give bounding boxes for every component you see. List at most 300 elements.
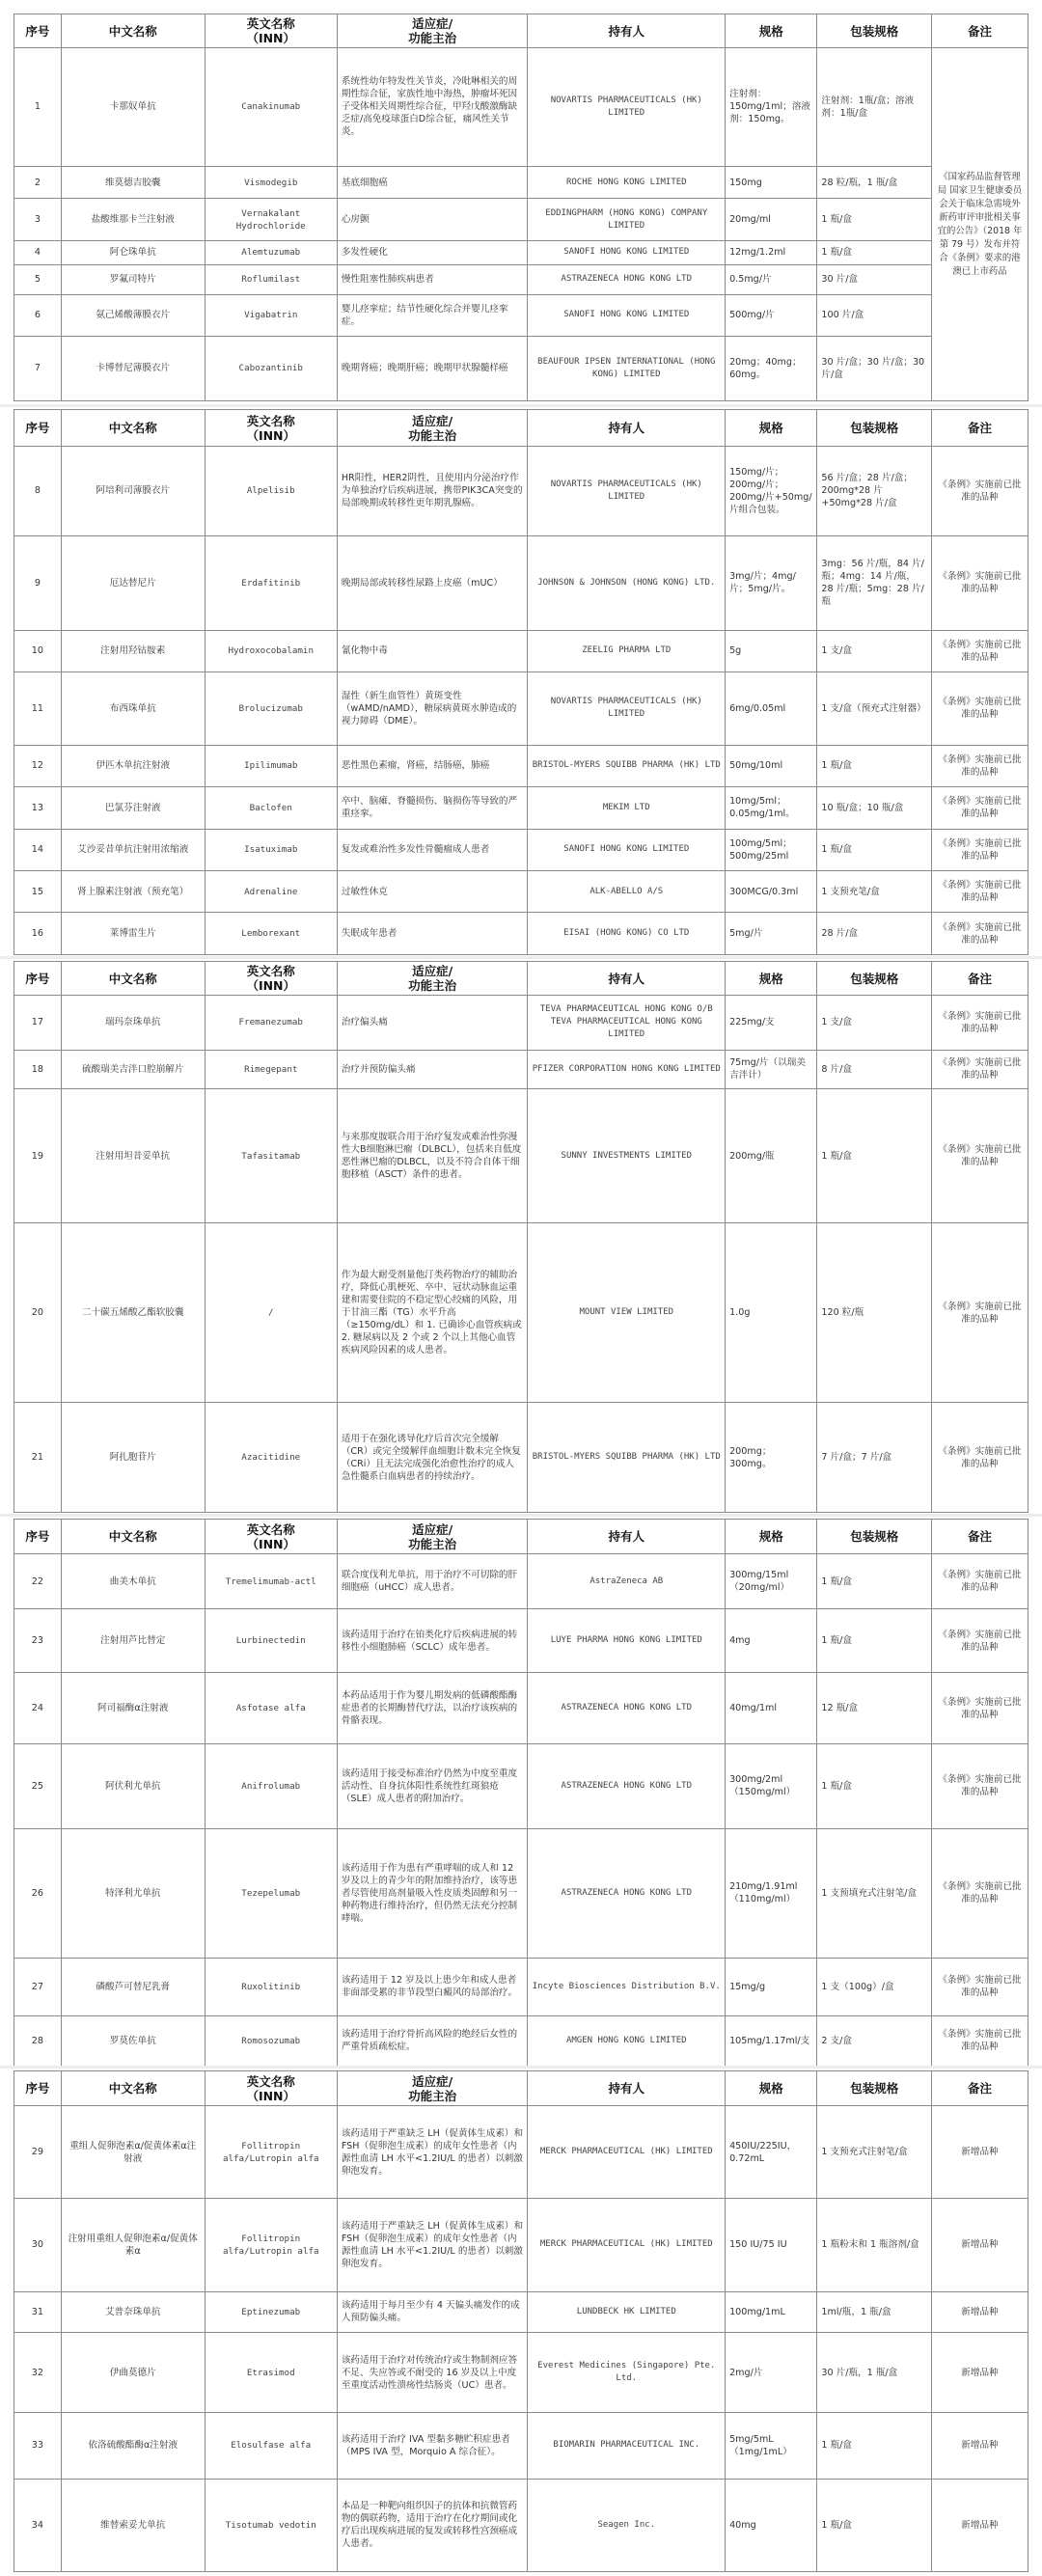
- holder-cell: BRISTOL-MYERS SQUIBB PHARMA (HK) LTD: [528, 1403, 726, 1513]
- ind-cell: 失眠成年患者: [337, 913, 528, 955]
- inn-cell: Alemtuzumab: [205, 240, 337, 264]
- seq-cell: 16: [14, 913, 62, 955]
- inn-cell: Follitropin alfa/Lutropin alfa: [205, 2106, 337, 2199]
- ind-cell: 氰化物中毒: [337, 630, 528, 671]
- drug-table-4: [14, 1519, 1028, 2067]
- seq-cell: 12: [14, 745, 62, 786]
- holder-cell: BIOMARIN PHARMACEUTICAL INC.: [528, 2412, 726, 2479]
- pack-cell: 30 片/盒: [817, 264, 932, 294]
- holder-cell: TEVA PHARMACEUTICAL HONG KONG O/B TEVA PHARMACEUTICAL HONG KONG LIMITED: [528, 996, 726, 1051]
- header-inn: 英文名称 （INN）: [205, 2071, 337, 2106]
- table-row: [14, 787, 1028, 829]
- seq-cell: 27: [14, 1958, 62, 2015]
- header-row: [14, 962, 1028, 996]
- seq-cell: 7: [14, 336, 62, 400]
- spec-cell: 150mg/片；200mg/片；200mg/片+50mg/片组合包装。: [726, 447, 817, 536]
- ind-cell: 本药品适用于作为婴儿期发病的低磷酸酯酶症患者的长期酶替代疗法，以治疗该疾病的骨骼表现。: [337, 1673, 528, 1744]
- holder-cell: LUYE PHARMA HONG KONG LIMITED: [528, 1609, 726, 1673]
- inn-cell: Eptinezumab: [205, 2291, 337, 2333]
- seq-cell: 4: [14, 240, 62, 264]
- spec-cell: 105mg/1.17ml/支: [726, 2015, 817, 2066]
- pack-cell: 28 片/盒: [817, 913, 932, 955]
- header-remark: 备注: [931, 962, 1028, 996]
- inn-cell: Tafasitamab: [205, 1088, 337, 1222]
- ind-cell: 基底细胞癌: [337, 166, 528, 199]
- inn-cell: Isatuximab: [205, 829, 337, 870]
- cn-cell: 维替索妥尤单抗: [61, 2479, 205, 2571]
- remark-cell: 《条例》实施前已批准的品种: [931, 745, 1028, 786]
- spec-cell: 15mg/g: [726, 1958, 817, 2015]
- pack-cell: 7 片/盒；7 片/盒: [817, 1403, 932, 1513]
- cn-cell: 注射用坦昔妥单抗: [61, 1088, 205, 1222]
- inn-cell: Brolucizumab: [205, 672, 337, 746]
- pack-cell: 1 瓶/盒: [817, 199, 932, 240]
- header-ind: 适应症/ 功能主治: [337, 2071, 528, 2106]
- cn-cell: 盐酸维那卡兰注射液: [61, 199, 205, 240]
- holder-cell: ASTRAZENECA HONG KONG LTD: [528, 264, 726, 294]
- drug-table-3: [14, 961, 1028, 1513]
- cn-cell: 罗莫佐单抗: [61, 2015, 205, 2066]
- pack-cell: 1 支/盒（预充式注射器）: [817, 672, 932, 746]
- pack-cell: 56 片/盒；28 片/盒；200mg*28 片+50mg*28 片/盒: [817, 447, 932, 536]
- ind-cell: HR阳性，HER2阴性，且使用内分泌治疗作为单独治疗后疾病进展，携带PIK3CA突变的局部晚期或转移性更年期乳腺癌。: [337, 447, 528, 536]
- inn-cell: Fremanezumab: [205, 996, 337, 1051]
- remark-cell: 新增品种: [931, 2479, 1028, 2571]
- header-ind: 适应症/ 功能主治: [337, 962, 528, 996]
- seq-cell: 21: [14, 1403, 62, 1513]
- inn-cell: Azacitidine: [205, 1403, 337, 1513]
- seq-cell: 30: [14, 2199, 62, 2291]
- spec-cell: 300mg/15ml（20mg/ml）: [726, 1554, 817, 1609]
- holder-cell: Seagen Inc.: [528, 2479, 726, 2571]
- header-row: [14, 14, 1028, 48]
- table-row: [14, 447, 1028, 536]
- header-remark: 备注: [931, 14, 1028, 48]
- cn-cell: 厄达替尼片: [61, 535, 205, 630]
- holder-cell: ASTRAZENECA HONG KONG LTD: [528, 1828, 726, 1958]
- inn-cell: Etrasimod: [205, 2333, 337, 2413]
- holder-cell: NOVARTIS PHARMACEUTICALS (HK) LIMITED: [528, 672, 726, 746]
- cn-cell: 卡博替尼薄膜衣片: [61, 336, 205, 400]
- inn-cell: Vigabatrin: [205, 294, 337, 336]
- pack-cell: 120 粒/瓶: [817, 1223, 932, 1403]
- seq-cell: 3: [14, 199, 62, 240]
- table-row: [14, 2333, 1028, 2413]
- table-row: [14, 2479, 1028, 2571]
- table-row: [14, 913, 1028, 955]
- spec-cell: 300mg/2ml（150mg/ml）: [726, 1744, 817, 1829]
- spec-cell: 210mg/1.91ml（110mg/ml）: [726, 1828, 817, 1958]
- remark-cell: 《条例》实施前已批准的品种: [931, 447, 1028, 536]
- holder-cell: Incyte Biosciences Distribution B.V.: [528, 1958, 726, 2015]
- table-row: [14, 2015, 1028, 2066]
- remark-cell: 《条例》实施前已批准的品种: [931, 2015, 1028, 2066]
- ind-cell: 该药适用于严重缺乏 LH（促黄体生成素）和 FSH（促卵泡生成素）的成年女性患者（内源性血清 LH 水平<1.2IU/L 的患者）以刺激卵泡发育。: [337, 2106, 528, 2199]
- header-inn: 英文名称 （INN）: [205, 962, 337, 996]
- table-row: [14, 996, 1028, 1051]
- ind-cell: 该药适用于治疗 IVA 型黏多糖贮积症患者（MPS IVA 型，Morquio A 综合征）。: [337, 2412, 528, 2479]
- ind-cell: 慢性阻塞性肺疾病患者: [337, 264, 528, 294]
- header-seq: 序号: [14, 1520, 62, 1554]
- header-ind: 适应症/ 功能主治: [337, 14, 528, 48]
- header-cn: 中文名称: [61, 2071, 205, 2106]
- table-row: [14, 336, 1028, 400]
- remark-cell: 《条例》实施前已批准的品种: [931, 1088, 1028, 1222]
- inn-cell: Tezepelumab: [205, 1828, 337, 1958]
- inn-cell: Romosozumab: [205, 2015, 337, 2066]
- header-ind: 适应症/ 功能主治: [337, 410, 528, 447]
- header-remark: 备注: [931, 2071, 1028, 2106]
- pack-cell: 2 支/盒: [817, 2015, 932, 2066]
- spec-cell: 100mg/1mL: [726, 2291, 817, 2333]
- pack-cell: 1 瓶/盒: [817, 1088, 932, 1222]
- remark-cell: 《条例》实施前已批准的品种: [931, 1828, 1028, 1958]
- header-holder: 持有人: [528, 1520, 726, 1554]
- seq-cell: 22: [14, 1554, 62, 1609]
- holder-cell: SANOFI HONG KONG LIMITED: [528, 240, 726, 264]
- ind-cell: 联合度伐利尤单抗，用于治疗不可切除的肝细胞癌（uHCC）成人患者。: [337, 1554, 528, 1609]
- ind-cell: 该药适用于严重缺乏 LH（促黄体生成素）和 FSH（促卵泡生成素）的成年女性患者（内源性血清 LH 水平<1.2IU/L 的患者）以刺激卵泡发育。: [337, 2199, 528, 2291]
- ind-cell: 该药适用于作为患有严重哮喘的成人和 12 岁及以上的青少年的附加维持治疗，该等患者尽管使用高剂量吸入性皮质类固醇和另一种药物进行维持治疗，但仍然无法充分控制哮喘。: [337, 1828, 528, 1958]
- cn-cell: 罗氟司特片: [61, 264, 205, 294]
- inn-cell: Tisotumab vedotin: [205, 2479, 337, 2571]
- spec-cell: 100mg/5ml；500mg/25ml: [726, 829, 817, 870]
- spec-cell: 0.5mg/片: [726, 264, 817, 294]
- pack-cell: 30 片/瓶，1 瓶/盒: [817, 2333, 932, 2413]
- remark-cell: 《条例》实施前已批准的品种: [931, 913, 1028, 955]
- table-row: [14, 1554, 1028, 1609]
- cn-cell: 伊匹木单抗注射液: [61, 745, 205, 786]
- remark-cell: 《条例》实施前已批准的品种: [931, 672, 1028, 746]
- table-row: [14, 1609, 1028, 1673]
- holder-cell: ASTRAZENECA HONG KONG LTD: [528, 1673, 726, 1744]
- seq-cell: 23: [14, 1609, 62, 1673]
- cn-cell: 莱博雷生片: [61, 913, 205, 955]
- table-row: [14, 630, 1028, 671]
- header-spec: 规格: [726, 14, 817, 48]
- holder-cell: LUNDBECK HK LIMITED: [528, 2291, 726, 2333]
- seq-cell: 26: [14, 1828, 62, 1958]
- table-row: [14, 672, 1028, 746]
- spec-cell: 2mg/片: [726, 2333, 817, 2413]
- pack-cell: 1 支/盒: [817, 630, 932, 671]
- header-pack: 包装规格: [817, 14, 932, 48]
- cn-cell: 伊曲莫德片: [61, 2333, 205, 2413]
- table-row: [14, 1744, 1028, 1829]
- seq-cell: 11: [14, 672, 62, 746]
- pack-cell: 1ml/瓶，1 瓶/盒: [817, 2291, 932, 2333]
- cn-cell: 阿培利司薄膜衣片: [61, 447, 205, 536]
- spec-cell: 200mg/瓶: [726, 1088, 817, 1222]
- pack-cell: 1 瓶/盒: [817, 1554, 932, 1609]
- holder-cell: PFIZER CORPORATION HONG KONG LIMITED: [528, 1050, 726, 1088]
- seq-cell: 10: [14, 630, 62, 671]
- ind-cell: 与来那度胺联合用于治疗复发或难治性弥漫性大B细胞淋巴瘤（DLBCL），包括来自低度恶性淋巴瘤的DLBCL，以及不符合自体干细胞移植（ASCT）条件的患者。: [337, 1088, 528, 1222]
- section-divider: [0, 2066, 1042, 2069]
- remark-cell: 《条例》实施前已批准的品种: [931, 871, 1028, 913]
- ind-cell: 治疗并预防偏头痛: [337, 1050, 528, 1088]
- remark-cell: 《条例》实施前已批准的品种: [931, 787, 1028, 829]
- header-inn: 英文名称 （INN）: [205, 1520, 337, 1554]
- remark-cell: 《条例》实施前已批准的品种: [931, 1744, 1028, 1829]
- ind-cell: 婴儿痉挛症；结节性硬化综合并婴儿痉挛症。: [337, 294, 528, 336]
- holder-cell: SANOFI HONG KONG LIMITED: [528, 829, 726, 870]
- ind-cell: 适用于在强化诱导化疗后首次完全缓解（CR）或完全缓解伴血细胞计数未完全恢复（CRi）且无法完成强化治愈性治疗的成人急性髓系白血病患者的持续治疗。: [337, 1403, 528, 1513]
- seq-cell: 29: [14, 2106, 62, 2199]
- pack-cell: 1 瓶/盒: [817, 2479, 932, 2571]
- inn-cell: Alpelisib: [205, 447, 337, 536]
- holder-cell: EDDINGPHARM (HONG KONG) COMPANY LIMITED: [528, 199, 726, 240]
- spec-cell: 6mg/0.05ml: [726, 672, 817, 746]
- cn-cell: 瑞玛奈珠单抗: [61, 996, 205, 1051]
- cn-cell: 布西珠单抗: [61, 672, 205, 746]
- holder-cell: ZEELIG PHARMA LTD: [528, 630, 726, 671]
- holder-cell: ASTRAZENECA HONG KONG LTD: [528, 1744, 726, 1829]
- table-row: [14, 535, 1028, 630]
- header-pack: 包装规格: [817, 962, 932, 996]
- ind-cell: 治疗偏头痛: [337, 996, 528, 1051]
- holder-cell: Everest Medicines (Singapore) Pte. Ltd.: [528, 2333, 726, 2413]
- pack-cell: 1 瓶/盒: [817, 240, 932, 264]
- remark-cell: 新增品种: [931, 2291, 1028, 2333]
- inn-cell: Asfotase alfa: [205, 1673, 337, 1744]
- pack-cell: 1 支（100g）/盒: [817, 1958, 932, 2015]
- table-row: [14, 2412, 1028, 2479]
- table-row: [14, 264, 1028, 294]
- ind-cell: 该药适用于治疗在铂类化疗后疾病进展的转移性小细胞肺癌（SCLC）成年患者。: [337, 1609, 528, 1673]
- table-row: [14, 1088, 1028, 1222]
- inn-cell: Tremelimumab-actl: [205, 1554, 337, 1609]
- holder-cell: SANOFI HONG KONG LIMITED: [528, 294, 726, 336]
- header-row: [14, 1520, 1028, 1554]
- cn-cell: 二十碳五烯酸乙酯软胶囊: [61, 1223, 205, 1403]
- header-pack: 包装规格: [817, 1520, 932, 1554]
- header-spec: 规格: [726, 962, 817, 996]
- remark-cell: 《条例》实施前已批准的品种: [931, 1958, 1028, 2015]
- ind-cell: 晚期肾癌；晚期肝癌；晚期甲状腺髓样癌: [337, 336, 528, 400]
- pack-cell: 注射剂：1瓶/盒；溶液剂：1瓶/盒: [817, 48, 932, 167]
- cn-cell: 卡那奴单抗: [61, 48, 205, 167]
- seq-cell: 13: [14, 787, 62, 829]
- seq-cell: 20: [14, 1223, 62, 1403]
- holder-cell: NOVARTIS PHARMACEUTICALS (HK) LIMITED: [528, 48, 726, 167]
- inn-cell: Roflumilast: [205, 264, 337, 294]
- remark-cell: 《条例》实施前已批准的品种: [931, 829, 1028, 870]
- spec-cell: 20mg/ml: [726, 199, 817, 240]
- header-spec: 规格: [726, 2071, 817, 2106]
- ind-cell: 复发或难治性多发性骨髓瘤成人患者: [337, 829, 528, 870]
- seq-cell: 15: [14, 871, 62, 913]
- seq-cell: 14: [14, 829, 62, 870]
- header-holder: 持有人: [528, 2071, 726, 2106]
- seq-cell: 6: [14, 294, 62, 336]
- ind-cell: 多发性硬化: [337, 240, 528, 264]
- remark-cell: 新增品种: [931, 2106, 1028, 2199]
- ind-cell: 该药适用于 12 岁及以上患少年和成人患者非面部受累的非节段型白癜风的局部治疗。: [337, 1958, 528, 2015]
- pack-cell: 1 瓶/盒: [817, 2412, 932, 2479]
- ind-cell: 该药适用于治疗对传统治疗或生物制剂应答不足、失应答或不耐受的 16 岁及以上中度至重度活动性溃疡性结肠炎（UC）患者。: [337, 2333, 528, 2413]
- remark-cell: 新增品种: [931, 2199, 1028, 2291]
- pack-cell: 1 支预充式注射笔/盒: [817, 2106, 932, 2199]
- inn-cell: /: [205, 1223, 337, 1403]
- pack-cell: 100 片/盒: [817, 294, 932, 336]
- header-remark: 备注: [931, 410, 1028, 447]
- spec-cell: 4mg: [726, 1609, 817, 1673]
- header-seq: 序号: [14, 2071, 62, 2106]
- ind-cell: 卒中、脑瘫、脊髓损伤、脑损伤等导致的严重痉挛。: [337, 787, 528, 829]
- table-row: [14, 1673, 1028, 1744]
- table-row: [14, 2291, 1028, 2333]
- remark-cell: 《条例》实施前已批准的品种: [931, 630, 1028, 671]
- header-cn: 中文名称: [61, 410, 205, 447]
- cn-cell: 注射用羟钴胺素: [61, 630, 205, 671]
- section-divider: [0, 956, 1042, 959]
- seq-cell: 2: [14, 166, 62, 199]
- cn-cell: 依洛硫酸酯酶α注射液: [61, 2412, 205, 2479]
- holder-cell: EISAI (HONG KONG) CO LTD: [528, 913, 726, 955]
- seq-cell: 33: [14, 2412, 62, 2479]
- header-row: [14, 2071, 1028, 2106]
- holder-cell: AstraZeneca AB: [528, 1554, 726, 1609]
- table-row: [14, 1958, 1028, 2015]
- inn-cell: Follitropin alfa/Lutropin alfa: [205, 2199, 337, 2291]
- holder-cell: JOHNSON & JOHNSON (HONG KONG) LTD.: [528, 535, 726, 630]
- cn-cell: 肾上腺素注射液（预充笔）: [61, 871, 205, 913]
- header-holder: 持有人: [528, 962, 726, 996]
- remark-cell: 新增品种: [931, 2412, 1028, 2479]
- inn-cell: Lurbinectedin: [205, 1609, 337, 1673]
- section-divider: [0, 404, 1042, 407]
- seq-cell: 5: [14, 264, 62, 294]
- inn-cell: Cabozantinib: [205, 336, 337, 400]
- inn-cell: Anifrolumab: [205, 1744, 337, 1829]
- section-divider: [0, 1514, 1042, 1517]
- seq-cell: 9: [14, 535, 62, 630]
- table-row: [14, 829, 1028, 870]
- ind-cell: 湿性（新生血管性）黄斑变性（wAMD/nAMD），糖尿病黄斑水肿造成的视力障碍（DME）。: [337, 672, 528, 746]
- inn-cell: Hydroxocobalamin: [205, 630, 337, 671]
- header-spec: 规格: [726, 1520, 817, 1554]
- holder-cell: NOVARTIS PHARMACEUTICALS (HK) LIMITED: [528, 447, 726, 536]
- remark-cell: 《条例》实施前已批准的品种: [931, 1554, 1028, 1609]
- holder-cell: BRISTOL-MYERS SQUIBB PHARMA (HK) LTD: [528, 745, 726, 786]
- table-row: [14, 745, 1028, 786]
- header-row: [14, 410, 1028, 447]
- pack-cell: 12 瓶/盒: [817, 1673, 932, 1744]
- ind-cell: 过敏性休克: [337, 871, 528, 913]
- spec-cell: 12mg/1.2ml: [726, 240, 817, 264]
- pack-cell: 1 瓶粉末和 1 瓶溶剂/盒: [817, 2199, 932, 2291]
- spec-cell: 注射剂：150mg/1ml；溶液剂：150mg。: [726, 48, 817, 167]
- ind-cell: 本品是一种靶向组织因子的抗体和抗微管药物的偶联药物，适用于治疗在化疗期间或化疗后出现疾病进展的复发或转移性宫颈癌成人患者。: [337, 2479, 528, 2571]
- spec-cell: 500mg/片: [726, 294, 817, 336]
- cn-cell: 维莫德吉胶囊: [61, 166, 205, 199]
- seq-cell: 25: [14, 1744, 62, 1829]
- ind-cell: 心房颤: [337, 199, 528, 240]
- remark-cell: 《条例》实施前已批准的品种: [931, 535, 1028, 630]
- spec-cell: 225mg/支: [726, 996, 817, 1051]
- table-row: [14, 199, 1028, 240]
- remark-cell: 《条例》实施前已批准的品种: [931, 1609, 1028, 1673]
- spec-cell: 20mg；40mg；60mg。: [726, 336, 817, 400]
- header-cn: 中文名称: [61, 14, 205, 48]
- spec-cell: 150 IU/75 IU: [726, 2199, 817, 2291]
- spec-cell: 40mg: [726, 2479, 817, 2571]
- pack-cell: 1 瓶/盒: [817, 1744, 932, 1829]
- remark-cell: 《国家药品监督管理局 国家卫生健康委员会关于临床急需境外新药审评审批相关事宜的公告》（2018 年第 79 号）发布并符合《条例》要求的港澳已上市药品: [931, 48, 1028, 401]
- table-row: [14, 2199, 1028, 2291]
- ind-cell: 作为最大耐受剂量他汀类药物治疗的辅助治疗，降低心肌梗死、卒中、冠状动脉血运重建和需要住院的不稳定型心绞痛的风险，用于甘油三酯（TG）水平升高（≥150mg/dL）和 1. 已确诊心血管疾病或 2. 糖尿病以及 2 个或 2 个以上其他心血管疾病风险因素的成人患者。: [337, 1223, 528, 1403]
- pack-cell: 1 瓶/盒: [817, 1609, 932, 1673]
- spec-cell: 5mg/5mL（1mg/1mL）: [726, 2412, 817, 2479]
- cn-cell: 氨己烯酸薄膜衣片: [61, 294, 205, 336]
- ind-cell: 系统性幼年特发性关节炎，冷吡啉相关的周期性综合征，家族性地中海热，肿瘤坏死因子受体相关周期性综合征，甲羟戊酸激酶缺乏症/高免疫球蛋白D综合征，痛风性关节炎。: [337, 48, 528, 167]
- cn-cell: 阿扎胞苷片: [61, 1403, 205, 1513]
- ind-cell: 该药适用于治疗骨折高风险的绝经后女性的严重骨质疏松症。: [337, 2015, 528, 2066]
- holder-cell: MERCK PHARMACEUTICAL (HK) LIMITED: [528, 2199, 726, 2291]
- holder-cell: ROCHE HONG KONG LIMITED: [528, 166, 726, 199]
- spec-cell: 1.0g: [726, 1223, 817, 1403]
- pack-cell: 1 瓶/盒: [817, 829, 932, 870]
- ind-cell: 该药适用于每月至少有 4 天偏头痛发作的成人预防偏头痛。: [337, 2291, 528, 2333]
- cn-cell: 注射用芦比替定: [61, 1609, 205, 1673]
- table-row: [14, 1223, 1028, 1403]
- inn-cell: Adrenaline: [205, 871, 337, 913]
- table-row: [14, 48, 1028, 167]
- cn-cell: 特泽利尤单抗: [61, 1828, 205, 1958]
- remark-cell: 《条例》实施前已批准的品种: [931, 1050, 1028, 1088]
- remark-cell: 新增品种: [931, 2333, 1028, 2413]
- spec-cell: 50mg/10ml: [726, 745, 817, 786]
- seq-cell: 32: [14, 2333, 62, 2413]
- spec-cell: 300MCG/0.3ml: [726, 871, 817, 913]
- pack-cell: 3mg：56 片/瓶，84 片/瓶；4mg：14 片/瓶，28 片/瓶；5mg：28 片/瓶: [817, 535, 932, 630]
- inn-cell: Vernakalant Hydrochloride: [205, 199, 337, 240]
- table-row: [14, 240, 1028, 264]
- header-cn: 中文名称: [61, 1520, 205, 1554]
- pack-cell: 1 瓶/盒: [817, 745, 932, 786]
- inn-cell: Rimegepant: [205, 1050, 337, 1088]
- header-ind: 适应症/ 功能主治: [337, 1520, 528, 1554]
- cn-cell: 注射用重组人促卵泡素α/促黄体素α: [61, 2199, 205, 2291]
- header-inn: 英文名称 （INN）: [205, 14, 337, 48]
- drug-table-1: [14, 14, 1028, 401]
- table-row: [14, 2106, 1028, 2199]
- seq-cell: 1: [14, 48, 62, 167]
- spec-cell: 10mg/5ml；0.05mg/1ml。: [726, 787, 817, 829]
- remark-cell: 《条例》实施前已批准的品种: [931, 996, 1028, 1051]
- header-holder: 持有人: [528, 14, 726, 48]
- seq-cell: 19: [14, 1088, 62, 1222]
- cn-cell: 艾沙妥昔单抗注射用浓缩液: [61, 829, 205, 870]
- cn-cell: 阿司福酶α注射液: [61, 1673, 205, 1744]
- pack-cell: 10 瓶/盒；10 瓶/盒: [817, 787, 932, 829]
- table-row: [14, 1050, 1028, 1088]
- spec-cell: 5mg/片: [726, 913, 817, 955]
- inn-cell: Vismodegib: [205, 166, 337, 199]
- inn-cell: Erdafitinib: [205, 535, 337, 630]
- table-row: [14, 871, 1028, 913]
- pack-cell: 1 支预填充式注射笔/盒: [817, 1828, 932, 1958]
- table-row: [14, 1828, 1028, 1958]
- cn-cell: 艾普奈珠单抗: [61, 2291, 205, 2333]
- spec-cell: 150mg: [726, 166, 817, 199]
- header-seq: 序号: [14, 14, 62, 48]
- pack-cell: 30 片/盒；30 片/盒；30 片/盒: [817, 336, 932, 400]
- inn-cell: Ipilimumab: [205, 745, 337, 786]
- remark-cell: 《条例》实施前已批准的品种: [931, 1223, 1028, 1403]
- seq-cell: 24: [14, 1673, 62, 1744]
